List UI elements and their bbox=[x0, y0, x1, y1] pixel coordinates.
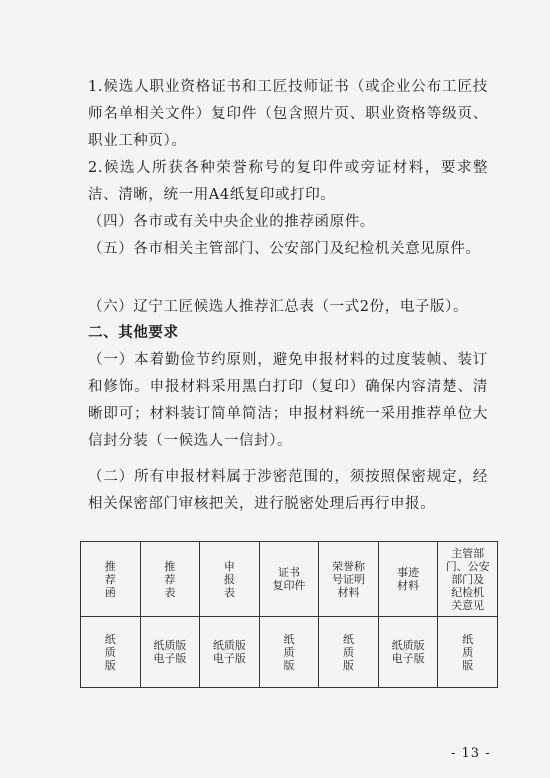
table-header-cell: 主管部 门、公安 部门及 纪检机 关意见 bbox=[438, 542, 498, 617]
table-header-row bbox=[81, 542, 498, 617]
table-cell: 纸质版 电子版 bbox=[378, 617, 438, 688]
table-row bbox=[81, 617, 498, 688]
paragraph-confidentiality: （二）所有申报材料属于涉密范围的，须按照保密规定，经相关保密部门审核把关，进行脱密处理后再行申报。 bbox=[88, 469, 488, 512]
table-header-cell: 证书 复印件 bbox=[259, 542, 319, 617]
paragraph-summary-table: （六）辽宁工匠候选人推荐汇总表（一式2份，电子版）。 bbox=[88, 299, 469, 315]
page-number: - 13 - bbox=[451, 746, 491, 761]
table-cell: 纸质版 电子版 bbox=[140, 617, 200, 688]
materials-table bbox=[80, 541, 498, 688]
table-header-cell: 荣誉称 号证明 材料 bbox=[319, 542, 379, 617]
table-cell: 纸质版 电子版 bbox=[200, 617, 260, 688]
table-cell: 纸 质 版 bbox=[319, 617, 379, 688]
table-header-cell: 推 荐 表 bbox=[140, 542, 200, 617]
table-header-cell: 事迹 材料 bbox=[378, 542, 438, 617]
paragraph-frugality: （一）本着勤俭节约原则，避免申报材料的过度装帧、装订和修饰。申报材料采用黑白打印（复印）确保内容清楚、清晰即可；材料装订简单简洁；申报材料统一采用推荐单位大信封分装（一候选人一信封）。 bbox=[88, 352, 488, 449]
paragraph-certificate-copies: 1.候选人职业资格证书和工匠技师证书（或企业公布工匠技师名单相关文件）复印件（包含照片页、职业资格等级页、职业工种页）。 bbox=[88, 79, 488, 149]
table-cell: 纸 质 版 bbox=[81, 617, 141, 688]
paragraph-recommendation-letter: （四）各市或有关中央企业的推荐函原件。 bbox=[88, 214, 375, 230]
table-header-cell: 推 荐 函 bbox=[81, 542, 141, 617]
table-cell: 纸 质 版 bbox=[259, 617, 319, 688]
paragraph-department-opinions: （五）各市相关主管部门、公安部门及纪检机关意见原件。 bbox=[88, 241, 481, 257]
table-cell: 纸 质 版 bbox=[438, 617, 498, 688]
table-header-cell: 申 报 表 bbox=[200, 542, 260, 617]
paragraph-honor-copies: 2.候选人所获各种荣誉称号的复印件或旁证材料，要求整洁、清晰，统一用A4纸复印或打印。 bbox=[88, 160, 488, 203]
section-heading-other-requirements: 二、其他要求 bbox=[88, 325, 179, 341]
